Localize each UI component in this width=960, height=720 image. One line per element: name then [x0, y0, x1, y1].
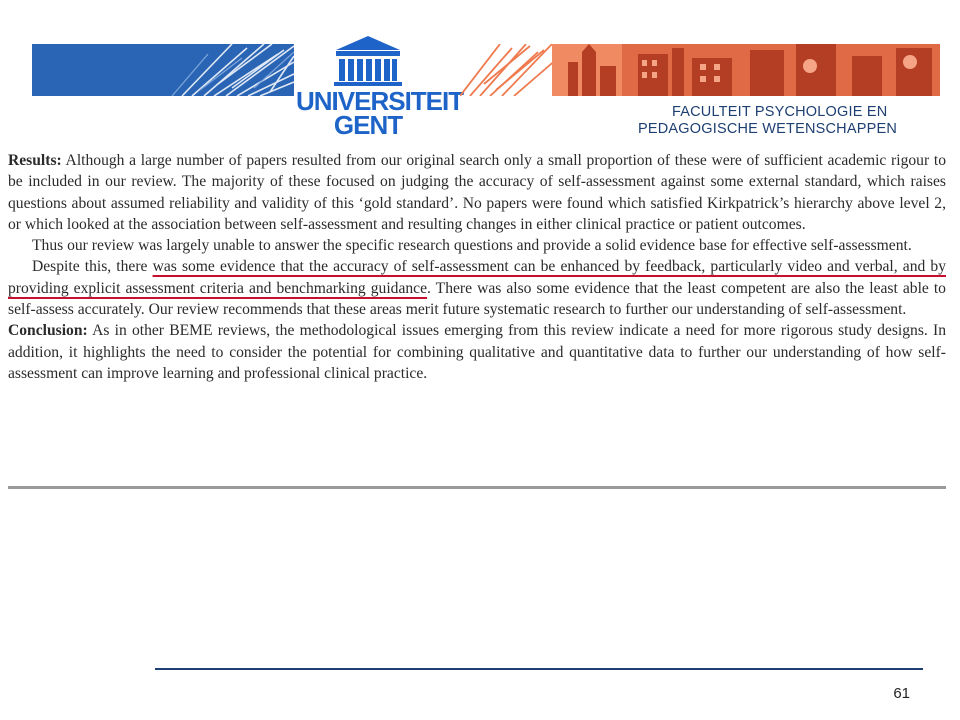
faculty-name-line2: PEDAGOGISCHE WETENSCHAPPEN — [638, 121, 897, 137]
orange-photo-banner — [460, 44, 940, 96]
evidence-rest: . There was also some evidence that the least competent are also the least able to self-assess accurately. Our review recommends that these areas merit future systematic research to further our understanding of self-assessment. — [8, 279, 946, 319]
blue-brush-graphic — [32, 44, 294, 96]
results-text: Although a large number of papers resulted from our original search only a small proportion of these were of sufficient academic rigour to be included in our review. The majority of these focused on judging the accuracy of self-assessment against some external standard, which raises questions about assumed reliability and validity of this ‘gold standard’. No papers were found which satisfied Kirkpatrick’s hierarchy above level 2, or which looked at the association between self-assessment and resulting changes in either clinical practice or patient outcomes. — [8, 152, 946, 233]
abstract-excerpt — [8, 150, 946, 384]
faculty-name-line1: FACULTEIT PSYCHOLOGIE EN — [672, 104, 888, 120]
evidence-intro: Despite this, there — [32, 258, 153, 276]
highlighted-evidence: was some evidence that the accuracy of self-assessment can be enhanced by feedback, particularly video and verbal, and by providing explicit assessment criteria and benchmarking guidance — [8, 258, 946, 297]
university-name-line2: GENT — [333, 110, 403, 140]
conclusion-paragraph — [8, 320, 946, 384]
conclusion-label: Conclusion: — [8, 322, 88, 340]
header-banner — [0, 0, 960, 145]
results-label: Results: — [8, 152, 62, 169]
review-limitation-paragraph: Thus our review was largely unable to answer the specific research questions and provide a solid evidence base for effective self-assessment. — [32, 237, 912, 255]
evidence-paragraph — [8, 256, 946, 320]
results-paragraph — [8, 150, 946, 235]
footer-divider — [155, 668, 923, 670]
university-name-line1: UNIVERSITEIT — [296, 86, 464, 116]
section-divider — [8, 486, 946, 489]
page-number: 61 — [893, 685, 910, 702]
conclusion-text: As in other BEME reviews, the methodological issues emerging from this review indicate a need for more rigorous study designs. In addition, it highlights the need to consider the potential for combining qualitative and quantitative data to further our understanding of how self-assessment can improve learning and professional clinical practice. — [8, 322, 946, 382]
